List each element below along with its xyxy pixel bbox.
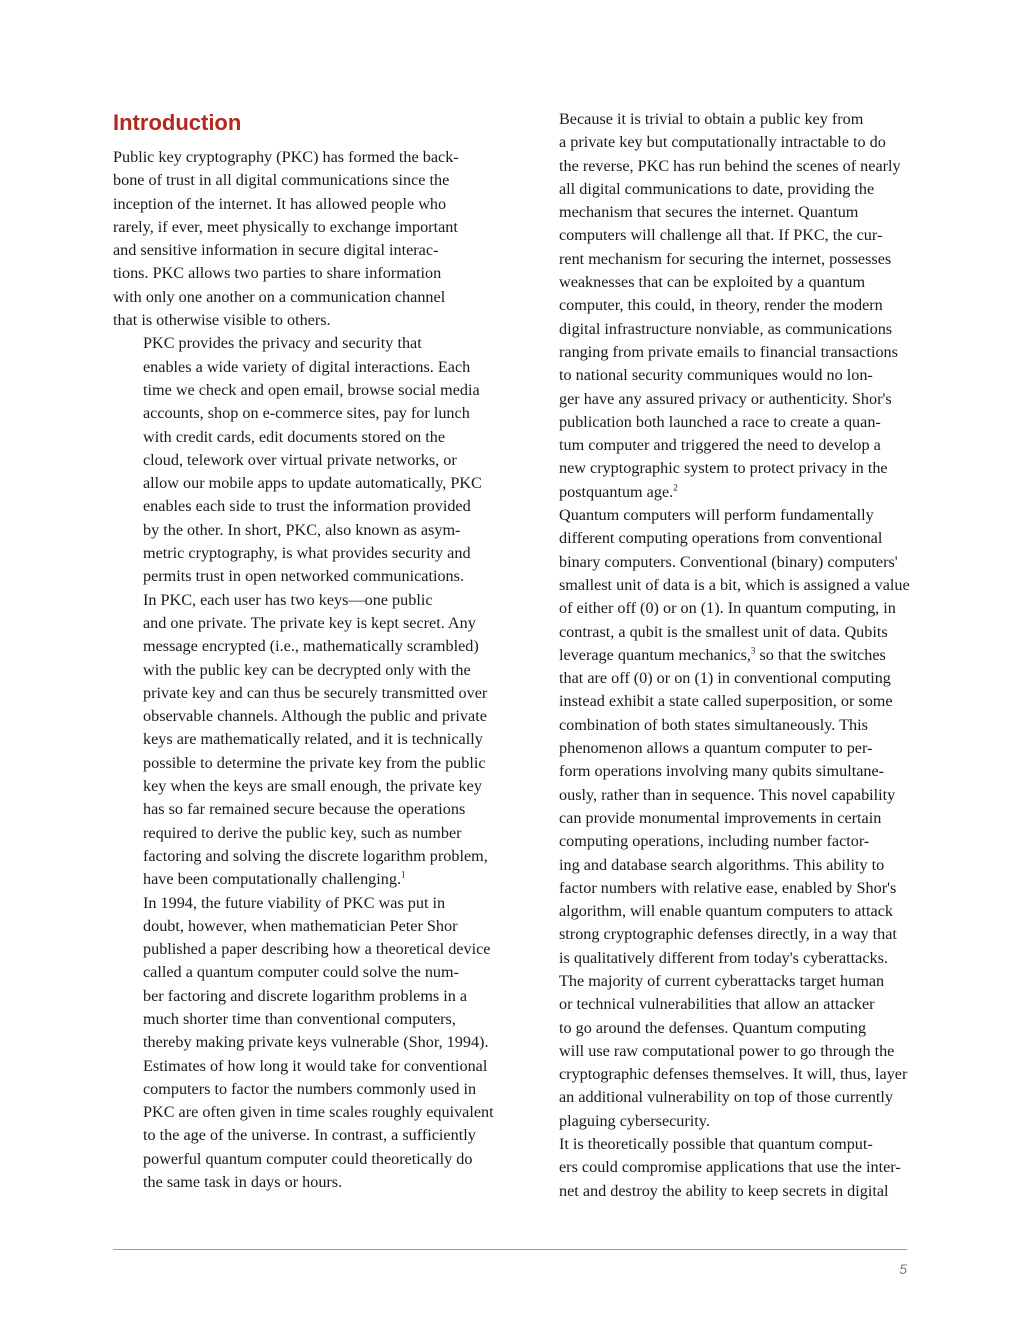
text-line: tum computer and triggered the need to develop a [559, 436, 881, 455]
text-line: powerful quantum computer could theoretically do [143, 1149, 473, 1168]
paragraph [113, 332, 491, 588]
text-line: weaknesses that can be exploited by a quantum [559, 273, 866, 292]
paragraph [113, 146, 491, 332]
text-line: computer, this could, in theory, render the modern [559, 296, 883, 315]
text-line: and sensitive information in secure digital interac- [113, 241, 439, 260]
text-line: message encrypted (i.e., mathematically scrambled) [143, 637, 479, 656]
right-column-body [529, 108, 910, 1203]
text-line: It is theoretically possible that quantum comput- [559, 1135, 873, 1154]
text-line: The majority of current cyberattacks target human [559, 971, 885, 990]
text-line: private key and can thus be securely transmitted over [143, 683, 488, 702]
text-line: with only one another on a communication channel [113, 287, 446, 306]
text-line: an additional vulnerability on top of those currently [559, 1088, 894, 1107]
text-line: strong cryptographic defenses directly, in a way that [559, 925, 897, 944]
text-line: keys are mathematically related, and it is technically [143, 730, 483, 749]
text-line: PKC provides the privacy and security that [143, 334, 422, 353]
text-line: a private key but computationally intractable to do [559, 133, 886, 152]
text-line: ously, rather than in sequence. This novel capability [559, 785, 896, 804]
text-line: digital infrastructure nonviable, as communications [559, 319, 893, 338]
text-line: rent mechanism for securing the internet, possesses [559, 249, 892, 268]
paragraph [529, 1133, 907, 1203]
footer-divider [113, 1249, 907, 1250]
text-line: rarely, if ever, meet physically to exchange important [113, 217, 458, 236]
text-line: by the other. In short, PKC, also known as asym- [143, 520, 461, 539]
text-line: metric cryptography, is what provides security and [143, 544, 471, 563]
text-line: publication both launched a race to create a quan- [559, 412, 881, 431]
text-line: accounts, shop on e-commerce sites, pay for lunch [143, 404, 470, 423]
text-line: allow our mobile apps to update automatically, PKC [143, 474, 482, 493]
text-line: time we check and open email, browse social media [143, 380, 480, 399]
paragraph [113, 589, 491, 892]
text-line: the same task in days or hours. [143, 1173, 343, 1192]
text-line: ers could compromise applications that use the inter- [559, 1158, 901, 1177]
text-line: In PKC, each user has two keys—one public [143, 590, 433, 609]
text-line: with credit cards, edit documents stored on the [143, 427, 446, 446]
text-line: of either off (0) or on (1). In quantum computing, in [559, 599, 896, 618]
text-line: ranging from private emails to financial transactions [559, 342, 898, 361]
text-line: has so far remained secure because the operations [143, 800, 466, 819]
text-line: bone of trust in all digital communications since the [113, 171, 450, 190]
text-line: new cryptographic system to protect privacy in the [559, 459, 888, 478]
paragraph [529, 504, 910, 1133]
footnote-marker[interactable]: 1 [401, 869, 406, 880]
text-line: In 1994, the future viability of PKC was put in [143, 893, 446, 912]
text-line: Because it is trivial to obtain a public key from [559, 110, 864, 128]
text-line: factoring and solving the discrete logarithm problem, [143, 846, 488, 865]
text-line: to national security communiques would no lon- [559, 366, 873, 385]
text-line: thereby making private keys vulnerable (Shor, 1994). [143, 1033, 489, 1052]
text-line: will use raw computational power to go through the [559, 1041, 895, 1060]
text-line: much shorter time than conventional computers, [143, 1009, 456, 1028]
text-line: PKC are often given in time scales roughly equivalent [143, 1103, 494, 1122]
page-number: 5 [899, 1261, 907, 1277]
text-line: is qualitatively different from today's cyberattacks. [559, 948, 888, 967]
text-line: enables a wide variety of digital interactions. Each [143, 357, 471, 376]
text-line: phenomenon allows a quantum computer to per- [559, 739, 873, 758]
text-line: with the public key can be decrypted only with the [143, 660, 471, 679]
text-line: Public key cryptography (PKC) has formed the back- [113, 148, 459, 166]
text-line: computers to factor the numbers commonly used in [143, 1079, 477, 1098]
text-line: possible to determine the private key from the public [143, 753, 486, 772]
text-line: form operations involving many qubits simultane- [559, 762, 885, 781]
text-line: to go around the defenses. Quantum computing [559, 1018, 867, 1037]
paragraph [529, 108, 907, 504]
right-column [529, 108, 910, 1203]
text-line: contrast, a qubit is the smallest unit of data. Qubits [559, 622, 888, 641]
text-line: key when the keys are small enough, the private key [143, 777, 482, 796]
text-line: called a quantum computer could solve the num- [143, 963, 460, 982]
text-line: and one private. The private key is kept secret. Any [143, 613, 476, 632]
text-line: the reverse, PKC has run behind the scenes of nearly [559, 156, 901, 175]
text-line: required to derive the public key, such as number [143, 823, 462, 842]
text-line: ing and database search algorithms. This ability to [559, 855, 885, 874]
text-line: plaguing cybersecurity. [559, 1111, 710, 1130]
text-fragment: have been computationally challenging. [143, 870, 402, 889]
text-fragment: so that the switches [755, 645, 886, 664]
text-line: or technical vulnerabilities that allow an attacker [559, 995, 875, 1014]
text-line: inception of the internet. It has allowed people who [113, 194, 447, 213]
text-line: cryptographic defenses themselves. It will, thus, layer [559, 1065, 908, 1084]
text-line: instead exhibit a state called superposition, or some [559, 692, 893, 711]
text-line: to the age of the universe. In contrast, a sufficiently [143, 1126, 476, 1145]
text-fragment: leverage quantum mechanics, [559, 645, 751, 664]
text-line [529, 481, 907, 504]
text-line: net and destroy the ability to keep secrets in digital [559, 1181, 889, 1200]
text-line: Estimates of how long it would take for conventional [143, 1056, 488, 1075]
text-line: can provide monumental improvements in certain [559, 808, 882, 827]
footnote-marker[interactable]: 2 [673, 482, 678, 493]
text-line: algorithm, will enable quantum computers to attack [559, 902, 894, 921]
text-line: enables each side to trust the information provided [143, 497, 471, 516]
text-line [529, 644, 907, 667]
text-line: binary computers. Conventional (binary) computers' [559, 552, 898, 571]
text-line [113, 868, 491, 891]
paragraph [113, 892, 494, 1195]
text-line: all digital communications to date, providing the [559, 179, 875, 198]
text-line: Quantum computers will perform fundamentally [559, 506, 874, 525]
text-line: that is otherwise visible to others. [113, 311, 331, 330]
text-line: mechanism that secures the internet. Quantum [559, 203, 859, 222]
text-line: doubt, however, when mathematician Peter Shor [143, 916, 458, 935]
text-line: ber factoring and discrete logarithm problems in a [143, 986, 468, 1005]
text-line: computers will challenge all that. If PKC, the cur- [559, 226, 883, 245]
text-line: cloud, telework over virtual private networks, or [143, 450, 457, 469]
footnote-marker[interactable]: 3 [750, 645, 756, 656]
text-line: tions. PKC allows two parties to share information [113, 264, 442, 283]
text-line: different computing operations from conventional [559, 529, 883, 548]
text-line: factor numbers with relative ease, enabled by Shor's [559, 878, 897, 897]
left-column [113, 108, 494, 1194]
text-line: observable channels. Although the public and private [143, 707, 487, 726]
left-column-body [113, 146, 494, 1194]
text-line: smallest unit of data is a bit, which is assigned a value [559, 575, 910, 594]
text-line: permits trust in open networked communications. [143, 567, 464, 586]
text-line: ger have any assured privacy or authenticity. Shor's [559, 389, 892, 408]
text-line: published a paper describing how a theoretical device [143, 940, 491, 959]
text-line: combination of both states simultaneously. This [559, 715, 868, 734]
text-fragment: postquantum age. [559, 482, 674, 501]
section-heading: Introduction [113, 110, 242, 135]
text-line: that are off (0) or on (1) in conventional computing [559, 669, 891, 688]
text-line: computing operations, including number factor- [559, 832, 870, 851]
